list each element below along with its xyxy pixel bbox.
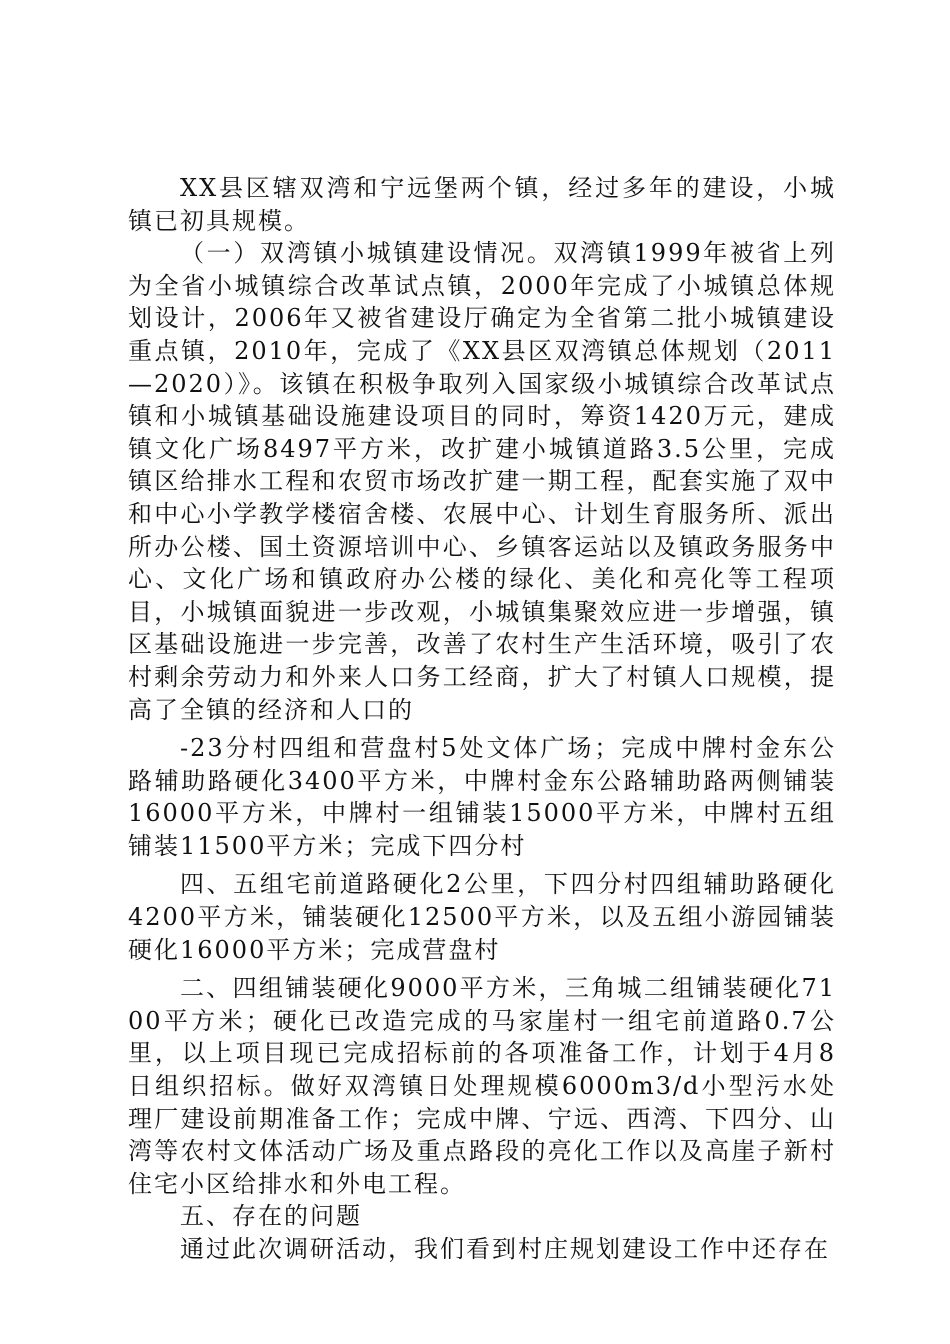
document-body: [128, 172, 836, 1266]
paragraph-paving-projects: 二、四组铺装硬化9000平方米，三角城二组铺装硬化7100平方米；硬化已改造完成的马家崖村一组宅前道路0.7公里，以上项目现已完成招标前的各项准备工作，计划于4月8日组织招标。做好双湾镇日处理规模6000m3/d小型污水处理厂建设前期准备工作；完成中牌、宁远、西湾、下四分、山湾等农村文体活动广场及重点路段的亮化工作以及高崖子新村住宅小区给排水和外电工程。: [128, 974, 836, 1198]
section-heading-problems: 五、存在的问题: [180, 1202, 362, 1231]
paragraph-square-projects: -23分村四组和营盘村5处文体广场；完成中牌村金东公路辅助路硬化3400平方米，中牌村金东公路辅助路两侧铺装16000平方米，中牌村一组铺装15000平方米，中牌村五组铺装11500平方米；完成下四分村: [128, 734, 836, 860]
paragraph-shuangwan-construction: （一）双湾镇小城镇建设情况。双湾镇1999年被省上列为全省小城镇综合改革试点镇，2000年完成了小城镇总体规划设计，2006年又被省建设厅确定为全省第二批小城镇建设重点镇，2010年，完成了《XX县区双湾镇总体规划（2011—2020）》。该镇在积极争取列入国家级小城镇综合改革试点镇和小城镇基础设施建设项目的同时，筹资1420万元，建成镇文化广场8497平方米，改扩建小城镇道路3.5公里，完成镇区给排水工程和农贸市场改扩建一期工程，配套实施了双中和中心小学教学楼宿舍楼、农展中心、计划生育服务所、派出所办公楼、国土资源培训中心、乡镇客运站以及镇政务服务中心、文化广场和镇政府办公楼的绿化、美化和亮化等工程项目，小城镇面貌进一步改观，小城镇集聚效应进一步增强，镇区基础设施进一步完善，改善了农村生产生活环境，吸引了农村剩余劳动力和外来人口务工经商，扩大了村镇人口规模，提高了全镇的经济和人口的: [128, 239, 836, 724]
paragraph-survey: 通过此次调研活动，我们看到村庄规划建设工作中还存在: [180, 1235, 830, 1263]
paragraph-road-hardening: 四、五组宅前道路硬化2公里，下四分村四组辅助路硬化4200平方米，铺装硬化12500平方米，以及五组小游园铺装硬化16000平方米；完成营盘村: [128, 870, 836, 964]
paragraph-intro: XX县区辖双湾和宁远堡两个镇，经过多年的建设，小城镇已初具规模。: [128, 174, 836, 235]
